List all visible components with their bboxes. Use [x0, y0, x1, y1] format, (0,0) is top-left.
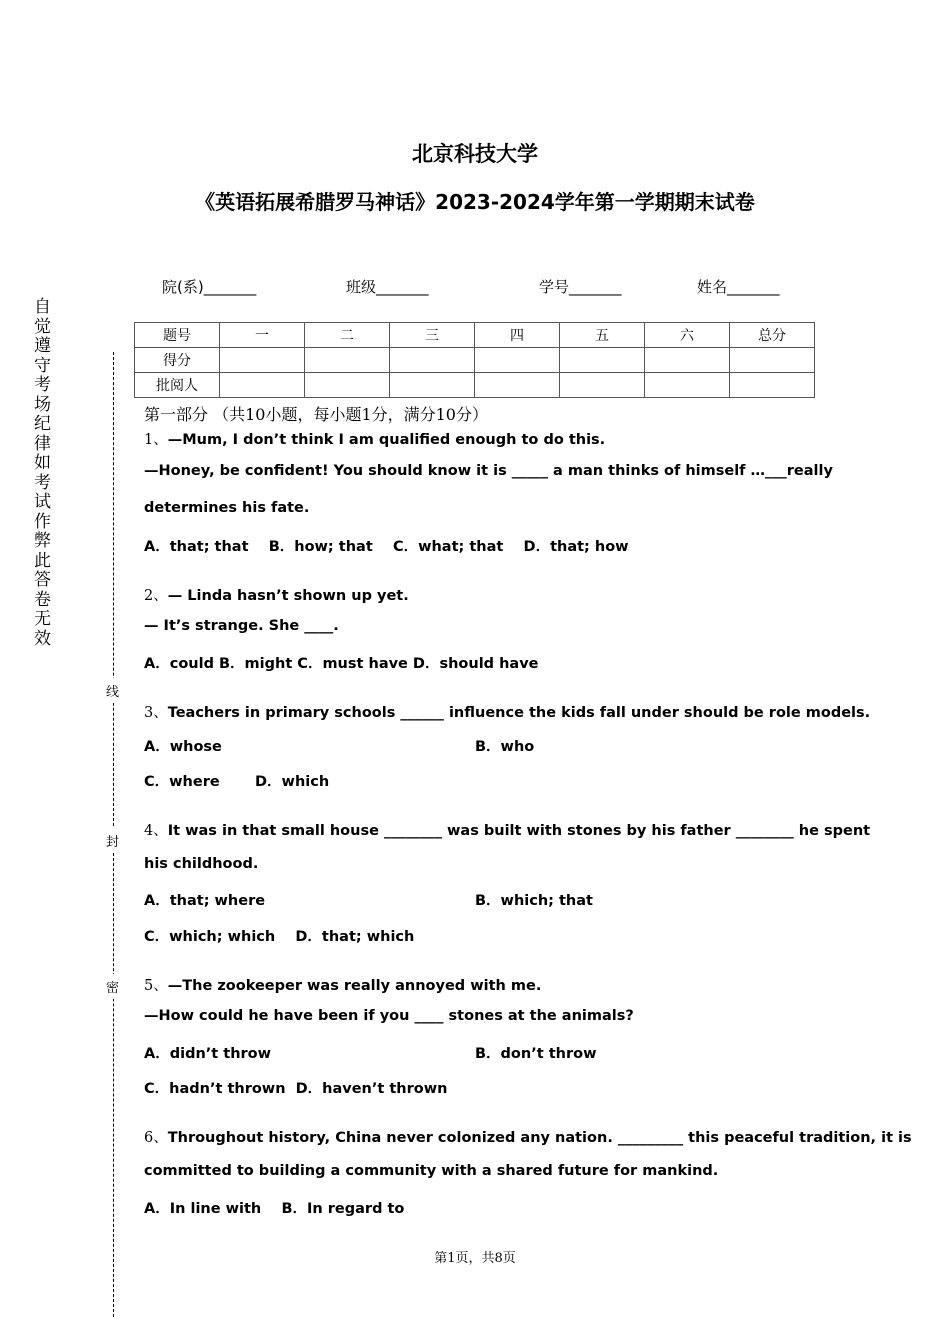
reviewer-row-label: 批阅人: [135, 373, 220, 398]
question-4-line-2: his childhood.: [144, 856, 259, 872]
university-title: 北京科技大学: [412, 142, 538, 166]
student-id-field: 学号_______: [539, 278, 622, 296]
question-text: — Linda hasn’t shown up yet.: [167, 588, 409, 604]
score-cell: [560, 348, 645, 373]
question-number: 1、: [144, 432, 168, 448]
table-header-cell: 四: [475, 323, 560, 348]
page-footer: 第1页，共8页: [434, 1251, 516, 1266]
question-3-option-b: B．who: [475, 739, 535, 755]
table-header-cell: 六: [645, 323, 730, 348]
question-4-option-cd: C．which; which D．that; which: [144, 929, 415, 945]
binding-label-secret: 密: [106, 974, 119, 999]
question-text: It was in that small house ________ was built with stones by his father ________ he spent: [167, 823, 871, 839]
question-4-option-b: B．which; that: [475, 893, 593, 909]
question-4-line-1: [144, 819, 870, 840]
reviewer-cell: [730, 373, 815, 398]
table-header-cell: 总分: [730, 323, 815, 348]
question-number: 6、: [144, 1130, 168, 1146]
question-number: 4、: [144, 823, 168, 839]
question-2-options: A．could B．might C．must have D．should have: [144, 656, 539, 672]
question-3-option-a: A．whose: [144, 739, 222, 755]
question-text: —Mum, I don’t think I am qualified enough to do this.: [167, 432, 606, 448]
section-heading: 第一部分 （共10小题，每小题1分，满分10分）: [144, 405, 488, 424]
question-number: 3、: [144, 705, 168, 721]
table-header-cell: 三: [390, 323, 475, 348]
question-4-option-a: A．that; where: [144, 893, 266, 909]
binding-label-seal: 封: [106, 828, 119, 853]
question-1-line-3: determines his fate.: [144, 500, 310, 516]
reviewer-row: [135, 373, 815, 398]
question-number: 2、: [144, 588, 168, 604]
question-number: 5、: [144, 978, 168, 994]
question-6-line-1: [144, 1126, 912, 1147]
reviewer-cell: [220, 373, 305, 398]
question-5-line-2: —How could he have been if you ____ stones at the animals?: [144, 1008, 634, 1024]
question-text: Teachers in primary schools ______ influence the kids fall under should be role models.: [167, 705, 871, 721]
class-field: 班级_______: [346, 278, 429, 296]
score-table: [134, 322, 815, 398]
question-text: —The zookeeper was really annoyed with me.: [167, 978, 542, 994]
dept-field: 院(系)_______: [162, 278, 257, 296]
reviewer-cell: [475, 373, 560, 398]
question-2-line-2: — It’s strange. She ____.: [144, 618, 339, 634]
question-5-option-a: A．didn’t throw: [144, 1046, 272, 1062]
question-5-option-cd: C．hadn’t thrown D．haven’t thrown: [144, 1081, 448, 1097]
question-5-line-1: [144, 974, 541, 995]
binding-label-line: 线: [106, 678, 119, 703]
score-row: [135, 348, 815, 373]
table-header-cell: 五: [560, 323, 645, 348]
reviewer-cell: [305, 373, 390, 398]
question-3-line-1: [144, 701, 870, 722]
reviewer-cell: [645, 373, 730, 398]
question-1-line-2: —Honey, be confident! You should know it is _____ a man thinks of himself …___really: [144, 463, 833, 479]
score-cell: [730, 348, 815, 373]
table-header-cell: 一: [220, 323, 305, 348]
exam-title: 《英语拓展希腊罗马神话》2023-2024学年第一学期期末试卷: [195, 190, 755, 214]
question-text: Throughout history, China never colonized any nation. _________ this peaceful tradition, it is: [167, 1130, 912, 1146]
table-header-cell: 题号: [135, 323, 220, 348]
question-1-options: A．that; that B．how; that C．what; that D．that; how: [144, 539, 629, 555]
table-header-cell: 二: [305, 323, 390, 348]
score-cell: [390, 348, 475, 373]
score-cell: [305, 348, 390, 373]
name-field: 姓名_______: [697, 278, 780, 296]
score-table-header-row: [135, 323, 815, 348]
reviewer-cell: [390, 373, 475, 398]
score-cell: [645, 348, 730, 373]
score-cell: [475, 348, 560, 373]
question-6-line-2: committed to building a community with a shared future for mankind.: [144, 1163, 719, 1179]
question-6-options: A．In line with B．In regard to: [144, 1201, 405, 1217]
score-cell: [220, 348, 305, 373]
reviewer-cell: [560, 373, 645, 398]
exam-discipline-warning: 自觉遵守考场纪律如考试作弊此答卷无效: [34, 297, 51, 649]
question-3-option-cd: C．where D．which: [144, 774, 330, 790]
question-2-line-1: [144, 584, 409, 605]
question-5-option-b: B．don’t throw: [475, 1046, 597, 1062]
question-1-line-1: [144, 428, 605, 449]
score-row-label: 得分: [135, 348, 220, 373]
